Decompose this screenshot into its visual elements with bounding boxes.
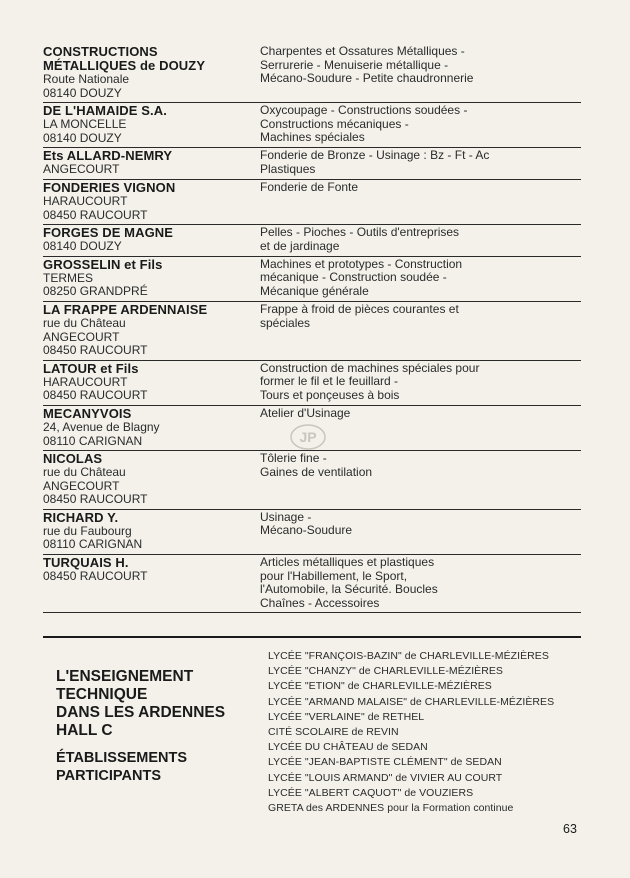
company-activity bbox=[260, 362, 581, 403]
watermark-text: JP bbox=[299, 429, 317, 445]
company-address-line: rue du Faubourg bbox=[43, 523, 132, 538]
company-activity-line: Fonderie de Fonte bbox=[260, 179, 359, 194]
company-activity-line: spéciales bbox=[260, 315, 311, 330]
company-identity bbox=[43, 181, 260, 222]
company-identity bbox=[43, 149, 260, 177]
company-activity-line: l'Automobile, la Sécurité. Boucles bbox=[260, 582, 438, 597]
section-subtitle-line: ÉTABLISSEMENTS bbox=[56, 750, 188, 766]
company-row bbox=[43, 361, 581, 406]
company-address-line: ANGECOURT bbox=[43, 162, 120, 177]
company-address-line: LA MONCELLE bbox=[43, 117, 127, 132]
company-row bbox=[43, 148, 581, 180]
company-name: MÉTALLIQUES de DOUZY bbox=[43, 58, 206, 73]
company-activity-line: Plastiques bbox=[260, 161, 316, 176]
company-activity bbox=[260, 149, 581, 177]
company-activity-line: Oxycoupage - Constructions soudées - bbox=[260, 103, 468, 118]
company-address-line: Route Nationale bbox=[43, 72, 130, 86]
company-activity bbox=[260, 45, 581, 100]
section-subtitle bbox=[56, 749, 246, 785]
company-activity-line: Frappe à froid de pièces courantes et bbox=[260, 301, 459, 316]
company-activity-line: Mécano-Soudure - Petite chaudronnerie bbox=[260, 71, 474, 86]
company-address-line: ANGECOURT bbox=[43, 329, 120, 344]
company-address-line: 08110 CARIGNAN bbox=[43, 537, 143, 552]
company-address-line: rue du Château bbox=[43, 315, 126, 330]
company-address-line: 08450 RAUCOURT bbox=[43, 207, 148, 222]
company-identity bbox=[43, 303, 260, 358]
company-address-line: 08140 DOUZY bbox=[43, 130, 122, 145]
watermark-logo bbox=[286, 420, 330, 459]
section-title-line: L'ENSEIGNEMENT bbox=[56, 668, 194, 685]
company-address-line: rue du Château bbox=[43, 465, 126, 480]
company-name: FONDERIES VIGNON bbox=[43, 179, 176, 195]
company-row bbox=[43, 302, 581, 361]
school-item: LYCÉE "CHANZY" de CHARLEVILLE-MÉZIÈRES bbox=[268, 665, 503, 678]
company-activity-line: Fonderie de Bronze - Usinage : Bz - Ft - Ac bbox=[260, 148, 490, 163]
company-identity bbox=[43, 45, 260, 100]
company-name: CONSTRUCTIONS bbox=[43, 44, 158, 59]
company-address-line: 08140 DOUZY bbox=[43, 85, 122, 100]
company-address-line: TERMES bbox=[43, 270, 94, 285]
school-item: LYCÉE "FRANÇOIS-BAZIN" de CHARLEVILLE-MÉZIÈRES bbox=[268, 650, 549, 662]
company-activity bbox=[260, 181, 581, 222]
company-address-line: HARAUCOURT bbox=[43, 374, 128, 389]
company-identity bbox=[43, 226, 260, 254]
company-row bbox=[43, 225, 581, 257]
company-activity-line: Articles métalliques et plastiques bbox=[260, 555, 435, 570]
company-activity-line: mécanique - Construction soudée - bbox=[260, 270, 447, 285]
school-item: LYCÉE "JEAN-BAPTISTE CLÉMENT" de SEDAN bbox=[268, 756, 502, 769]
watermark-logo-icon bbox=[286, 420, 330, 454]
school-item: LYCÉE "LOUIS ARMAND" de VIVIER AU COURT bbox=[268, 771, 503, 784]
company-address-line: 08450 RAUCOURT bbox=[43, 343, 148, 358]
school-item: GRETA des ARDENNES pour la Formation continue bbox=[268, 802, 514, 815]
company-activity bbox=[260, 303, 581, 358]
company-activity-line: Chaînes - Accessoires bbox=[260, 595, 380, 610]
company-activity-line: Usinage - bbox=[260, 509, 312, 524]
section-heading-block bbox=[56, 668, 246, 785]
company-activity-line: Machines spéciales bbox=[260, 130, 365, 145]
company-name: RICHARD Y. bbox=[43, 509, 119, 525]
company-address-line: 08450 RAUCOURT bbox=[43, 569, 148, 584]
company-name: TURQUAIS H. bbox=[43, 555, 129, 571]
company-row bbox=[43, 180, 581, 225]
school-item: LYCÉE DU CHÂTEAU de SEDAN bbox=[268, 741, 428, 754]
company-activity bbox=[260, 452, 581, 507]
company-activity-line: Serrurerie - Menuiserie métallique - bbox=[260, 57, 449, 72]
section-title bbox=[56, 668, 246, 740]
company-activity bbox=[260, 258, 581, 299]
company-identity bbox=[43, 362, 260, 403]
company-identity bbox=[43, 104, 260, 145]
company-activity-line: Constructions mécaniques - bbox=[260, 116, 409, 131]
company-row bbox=[43, 510, 581, 555]
page-number: 63 bbox=[563, 822, 577, 836]
company-activity-line: Pelles - Pioches - Outils d'entreprises bbox=[260, 225, 460, 240]
company-address-line: 08140 DOUZY bbox=[43, 239, 122, 254]
company-activity bbox=[260, 511, 581, 552]
company-address-line: 08250 GRANDPRÉ bbox=[43, 284, 148, 299]
company-activity-line: Gaines de ventilation bbox=[260, 464, 373, 479]
company-row bbox=[43, 555, 581, 613]
school-item: LYCÉE "ALBERT CAQUOT" de VOUZIERS bbox=[268, 786, 474, 799]
company-activity-line: et de jardinage bbox=[260, 238, 340, 253]
school-item: CITÉ SCOLAIRE de REVIN bbox=[268, 726, 399, 739]
company-name: LA FRAPPE ARDENNAISE bbox=[43, 301, 208, 317]
company-identity bbox=[43, 511, 260, 552]
company-address-line: HARAUCOURT bbox=[43, 193, 128, 208]
company-activity-line: Tôlerie fine - bbox=[260, 451, 327, 466]
company-identity bbox=[43, 556, 260, 610]
company-activity-line: Atelier d'Usinage bbox=[260, 405, 351, 420]
company-identity bbox=[43, 407, 260, 448]
section-title-line: HALL C bbox=[56, 722, 113, 739]
company-address-line: 08110 CARIGNAN bbox=[43, 433, 143, 448]
company-address-line: 24, Avenue de Blagny bbox=[43, 419, 160, 434]
table-end-rule bbox=[43, 636, 581, 638]
company-activity bbox=[260, 226, 581, 254]
company-name: Ets ALLARD-NEMRY bbox=[43, 148, 173, 164]
company-row bbox=[43, 44, 581, 103]
section-title-line: DANS LES ARDENNES bbox=[56, 704, 226, 721]
company-activity-line: Mécano-Soudure bbox=[260, 523, 353, 538]
company-activity-line: Tours et ponçeuses à bois bbox=[260, 387, 400, 402]
section-subtitle-line: PARTICIPANTS bbox=[56, 768, 161, 784]
company-activity bbox=[260, 556, 581, 610]
company-name: MECANYVOIS bbox=[43, 405, 132, 421]
company-address-line: ANGECOURT bbox=[43, 478, 120, 493]
school-item: LYCÉE "ETION" de CHARLEVILLE-MÉZIÈRES bbox=[268, 680, 492, 693]
school-item: LYCÉE "ARMAND MALAISE" de CHARLEVILLE-MÉZIÈRES bbox=[268, 695, 555, 708]
company-activity bbox=[260, 104, 581, 145]
company-identity bbox=[43, 258, 260, 299]
company-activity-line: Mécanique générale bbox=[260, 283, 369, 298]
schools-list bbox=[268, 649, 588, 816]
company-name: GROSSELIN et Fils bbox=[43, 256, 163, 272]
company-address-line: 08450 RAUCOURT bbox=[43, 492, 148, 507]
company-row bbox=[43, 103, 581, 148]
company-directory-table bbox=[43, 44, 581, 613]
company-name: NICOLAS bbox=[43, 451, 103, 467]
company-identity bbox=[43, 452, 260, 507]
company-activity-line: Charpentes et Ossatures Métalliques - bbox=[260, 44, 465, 58]
company-name: FORGES DE MAGNE bbox=[43, 225, 174, 241]
company-name: LATOUR et Fils bbox=[43, 360, 139, 376]
company-row bbox=[43, 257, 581, 302]
section-title-line: TECHNIQUE bbox=[56, 686, 148, 703]
company-activity-line: pour l'Habillement, le Sport, bbox=[260, 568, 408, 583]
company-activity-line: former le fil et le feuillard - bbox=[260, 374, 399, 389]
school-item: LYCÉE "VERLAINE" de RETHEL bbox=[268, 710, 425, 723]
company-activity-line: Machines et prototypes - Construction bbox=[260, 256, 463, 271]
company-activity-line: Construction de machines spéciales pour bbox=[260, 360, 480, 375]
company-row bbox=[43, 451, 581, 510]
company-name: DE L'HAMAIDE S.A. bbox=[43, 103, 167, 119]
company-address-line: 08450 RAUCOURT bbox=[43, 388, 148, 403]
